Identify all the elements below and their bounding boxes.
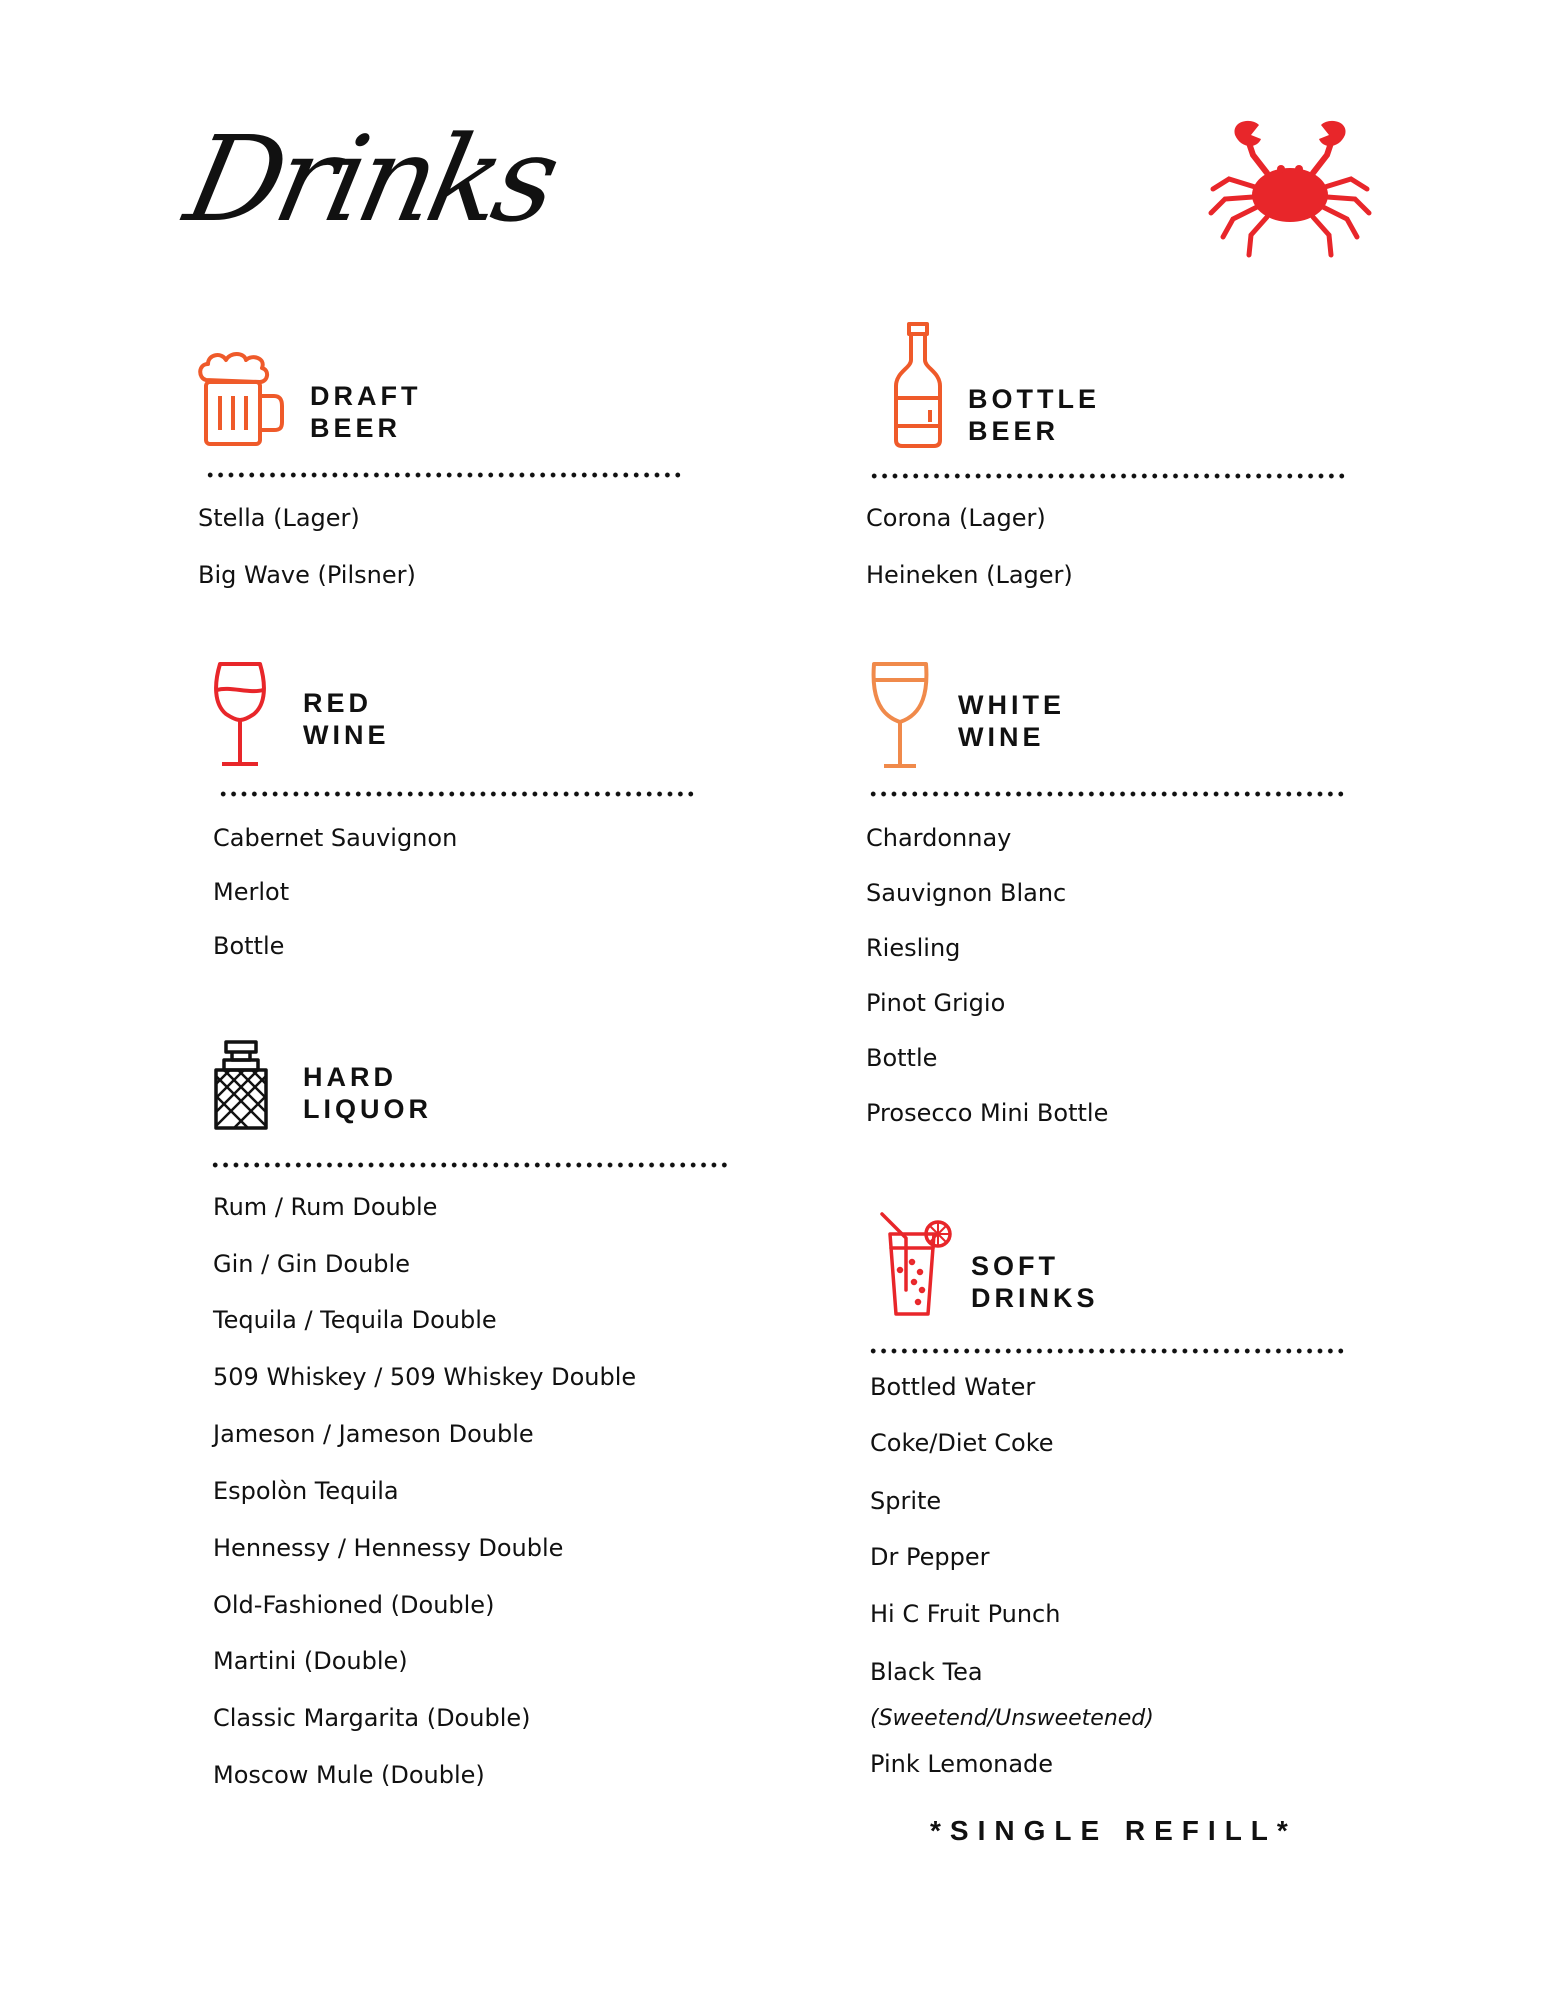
bottle-beer-heading: BOTTLE BEER <box>968 384 1100 446</box>
soft-drinks-heading: SOFT DRINKS <box>971 1251 1099 1313</box>
menu-title: Drinks <box>175 110 566 248</box>
draft-beer-heading: DRAFT BEER <box>310 381 422 443</box>
soft-drink-glass-icon <box>878 1210 956 1320</box>
red-wine-glass-icon <box>210 660 270 770</box>
dotted-divider <box>869 473 1349 479</box>
dotted-divider <box>868 791 1348 797</box>
dotted-divider <box>205 472 685 478</box>
hard-liquor-heading: HARD LIQUOR <box>303 1062 432 1124</box>
dotted-divider <box>868 1348 1348 1354</box>
liquor-decanter-icon <box>210 1040 272 1132</box>
single-refill-note: *SINGLE REFILL* <box>930 1815 1297 1846</box>
dotted-divider <box>218 791 698 797</box>
dotted-divider <box>210 1162 730 1168</box>
beer-bottle-icon <box>890 320 946 450</box>
beer-mug-icon <box>196 350 286 450</box>
white-wine-heading: WHITE WINE <box>958 690 1065 752</box>
white-wine-glass-icon <box>868 660 932 770</box>
red-wine-heading: RED WINE <box>303 688 390 750</box>
crab-icon <box>1205 115 1375 265</box>
